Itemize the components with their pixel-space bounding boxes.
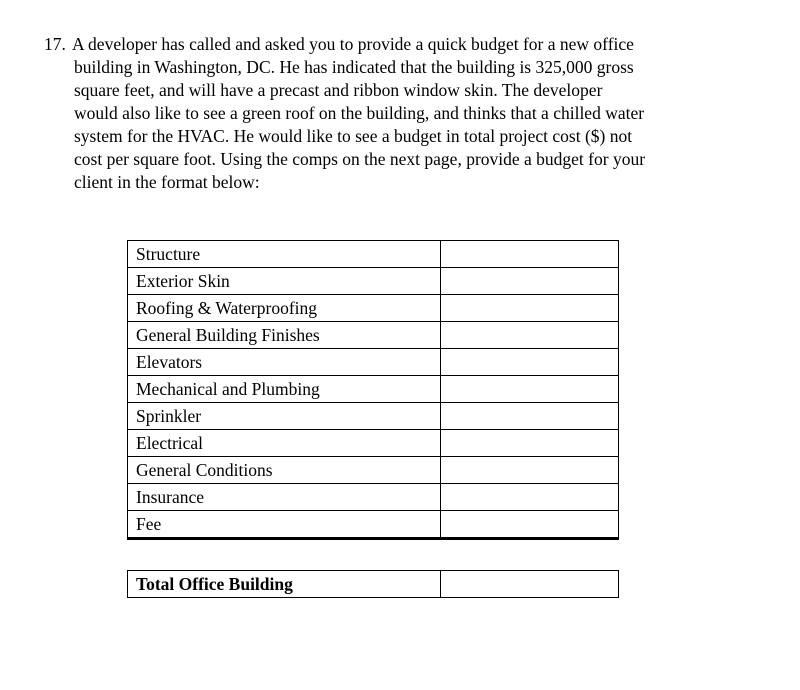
budget-label-fee: Fee: [128, 511, 441, 539]
question-line-2: building in Washington, DC. He has indicated that the building is 325,000 gross: [74, 57, 634, 77]
table-row: [128, 511, 619, 539]
budget-label-finishes: General Building Finishes: [128, 322, 441, 349]
table-row: [128, 457, 619, 484]
table-row: [128, 295, 619, 322]
table-row: [128, 268, 619, 295]
budget-value-mechanical[interactable]: [441, 376, 619, 403]
budget-label-insurance: Insurance: [128, 484, 441, 511]
question-line-6: cost per square foot. Using the comps on the next page, provide a budget for your: [74, 149, 646, 169]
budget-value-electrical[interactable]: [441, 430, 619, 457]
question-text: [44, 33, 744, 194]
question-line-5: system for the HVAC. He would like to see a budget in total project cost ($) not: [74, 126, 633, 146]
budget-value-structure[interactable]: [441, 241, 619, 268]
budget-label-elevators: Elevators: [128, 349, 441, 376]
budget-value-general-conditions[interactable]: [441, 457, 619, 484]
budget-label-mechanical: Mechanical and Plumbing: [128, 376, 441, 403]
table-row: [128, 571, 619, 598]
question-line-3: square feet, and will have a precast and ribbon window skin. The developer: [74, 80, 603, 100]
budget-value-roofing[interactable]: [441, 295, 619, 322]
question-number: 17.: [44, 34, 66, 54]
table-row: [128, 376, 619, 403]
budget-label-general-conditions: General Conditions: [128, 457, 441, 484]
budget-value-fee[interactable]: [441, 511, 619, 539]
question-line-1: 17. A developer has called and asked you to provide a quick budget for a new office: [44, 34, 634, 54]
table-row: [128, 322, 619, 349]
table-row: [128, 403, 619, 430]
question-line-7: client in the format below:: [74, 172, 260, 192]
budget-table: [127, 240, 619, 540]
budget-value-exterior-skin[interactable]: [441, 268, 619, 295]
question-line-4: would also like to see a green roof on the building, and thinks that a chilled water: [74, 103, 645, 123]
budget-value-elevators[interactable]: [441, 349, 619, 376]
total-label: Total Office Building: [128, 571, 441, 598]
budget-label-exterior-skin: Exterior Skin: [128, 268, 441, 295]
table-row: [128, 349, 619, 376]
budget-label-sprinkler: Sprinkler: [128, 403, 441, 430]
budget-label-electrical: Electrical: [128, 430, 441, 457]
table-row: [128, 430, 619, 457]
budget-value-sprinkler[interactable]: [441, 403, 619, 430]
table-row: [128, 484, 619, 511]
budget-value-finishes[interactable]: [441, 322, 619, 349]
budget-label-roofing: Roofing & Waterproofing: [128, 295, 441, 322]
total-table: [127, 570, 619, 598]
budget-label-structure: Structure: [128, 241, 441, 268]
total-value[interactable]: [441, 571, 619, 598]
table-row: [128, 241, 619, 268]
budget-value-insurance[interactable]: [441, 484, 619, 511]
